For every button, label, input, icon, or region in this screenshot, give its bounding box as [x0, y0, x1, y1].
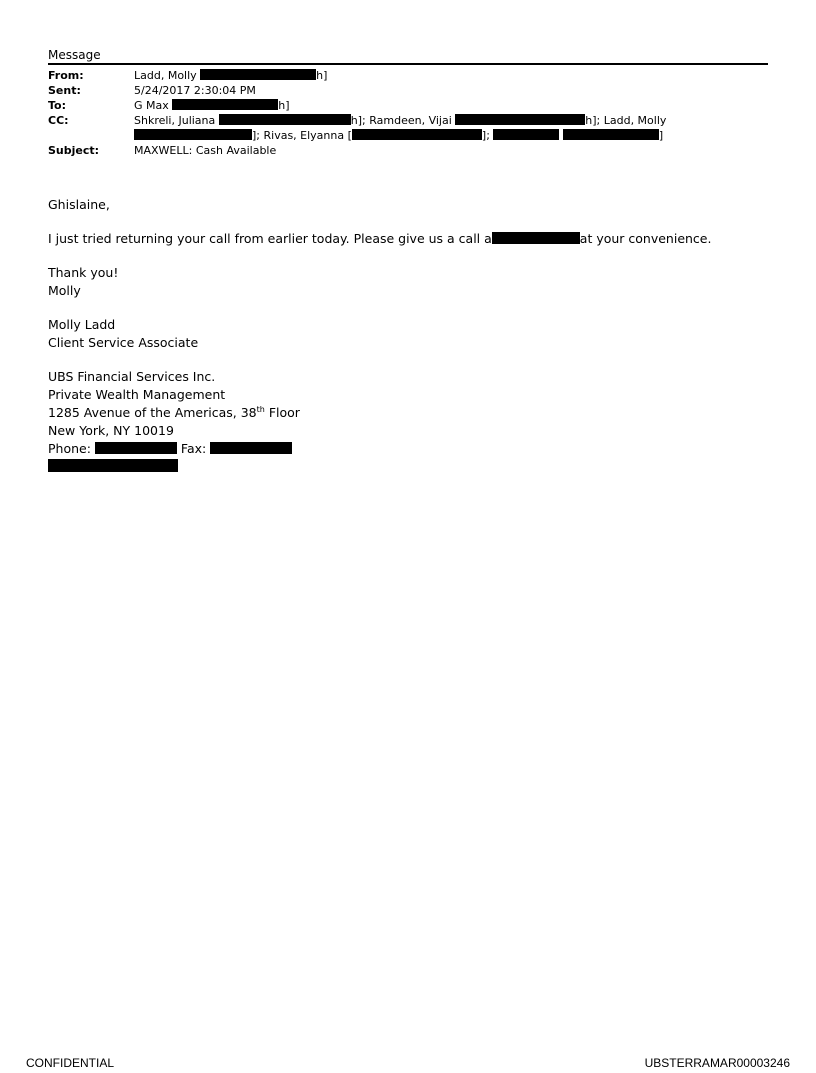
signature-name: Molly Ladd: [48, 317, 116, 332]
redaction-box: [134, 129, 252, 140]
cc-value-line1: [134, 113, 666, 128]
message-label: Message: [48, 48, 101, 62]
address-main: 1285 Avenue of the Americas, 38: [48, 405, 257, 420]
sent-label-text: Sent: [48, 84, 77, 97]
from-name: Ladd, Molly: [134, 69, 197, 82]
cc-label: CC:: [48, 114, 69, 127]
greeting: [48, 196, 768, 214]
signoff-text: Molly: [48, 283, 81, 298]
redaction-box: [95, 442, 177, 454]
email-header: [48, 68, 768, 158]
address-floor: Floor: [264, 405, 300, 420]
phone-fax-line: [48, 440, 768, 458]
cc-name-1: Shkreli, Juliana: [134, 114, 216, 127]
cc-tail: ]: [658, 129, 664, 142]
to-value: [134, 98, 290, 113]
company-address: [48, 404, 768, 422]
message-paragraph: [48, 230, 768, 248]
message-text-start: I just tried returning your call from earlier today. Please give us a call a: [48, 231, 492, 246]
cc-row-continued: [48, 128, 768, 143]
to-label-text: To: [48, 99, 62, 112]
thanks-text: Thank you!: [48, 265, 119, 280]
from-value: [134, 68, 327, 83]
to-name: G Max: [134, 99, 169, 112]
cc-value-line2: [134, 128, 663, 143]
subject-value: MAXWELL: Cash Available: [134, 144, 277, 157]
redaction-box: [455, 114, 585, 125]
subject-row: [48, 143, 768, 158]
from-label: From:: [48, 69, 84, 82]
to-row: [48, 98, 768, 113]
confidential-footer: CONFIDENTIAL: [26, 1056, 115, 1070]
signature-title: Client Service Associate: [48, 335, 199, 350]
email-line: [48, 458, 768, 476]
company-division: Private Wealth Management: [48, 387, 226, 402]
sent-row: [48, 83, 768, 98]
cc-sep-1: h]; Ramdeen, Vijai: [350, 114, 452, 127]
from-label-text: From: [48, 69, 80, 82]
message-line: [48, 230, 768, 248]
company-block: [48, 368, 768, 476]
subject-label: Subject:: [48, 144, 100, 157]
redaction-box: [172, 99, 278, 110]
email-body: [48, 196, 768, 492]
phone-label: Phone:: [48, 441, 91, 456]
signature: [48, 316, 768, 352]
cc-sep-4: ];: [481, 129, 490, 142]
redaction-box: [48, 459, 178, 472]
cc-row: [48, 113, 768, 128]
to-label: To:: [48, 99, 67, 112]
closing: [48, 264, 768, 300]
redaction-box: [210, 442, 292, 454]
redaction-box: [492, 232, 580, 244]
cc-sep-2: h]; Ladd, Molly: [585, 114, 667, 127]
redaction-box: [352, 129, 482, 140]
message-text-end: at your convenience.: [579, 231, 712, 246]
address-superscript: th: [256, 405, 265, 414]
cc-sep-3: ]; Rivas, Elyanna [: [252, 129, 352, 142]
to-tail: h]: [278, 99, 290, 112]
bates-number: UBSTERRAMAR00003246: [644, 1056, 790, 1070]
cc-label-text: CC: [48, 114, 65, 127]
sent-label: Sent:: [48, 84, 81, 97]
header-rule: [48, 63, 768, 65]
greeting-text: Ghislaine,: [48, 197, 110, 212]
redaction-box: [200, 69, 316, 80]
from-tail: h]: [316, 69, 328, 82]
company-name: UBS Financial Services Inc.: [48, 369, 216, 384]
company-city: New York, NY 10019: [48, 423, 174, 438]
from-row: [48, 68, 768, 83]
redaction-box: [493, 129, 559, 140]
fax-label: Fax:: [180, 441, 207, 456]
sent-value: 5/24/2017 2:30:04 PM: [134, 84, 256, 97]
redaction-box: [219, 114, 351, 125]
redaction-box: [563, 129, 659, 140]
subject-label-text: Subject: [48, 144, 95, 157]
